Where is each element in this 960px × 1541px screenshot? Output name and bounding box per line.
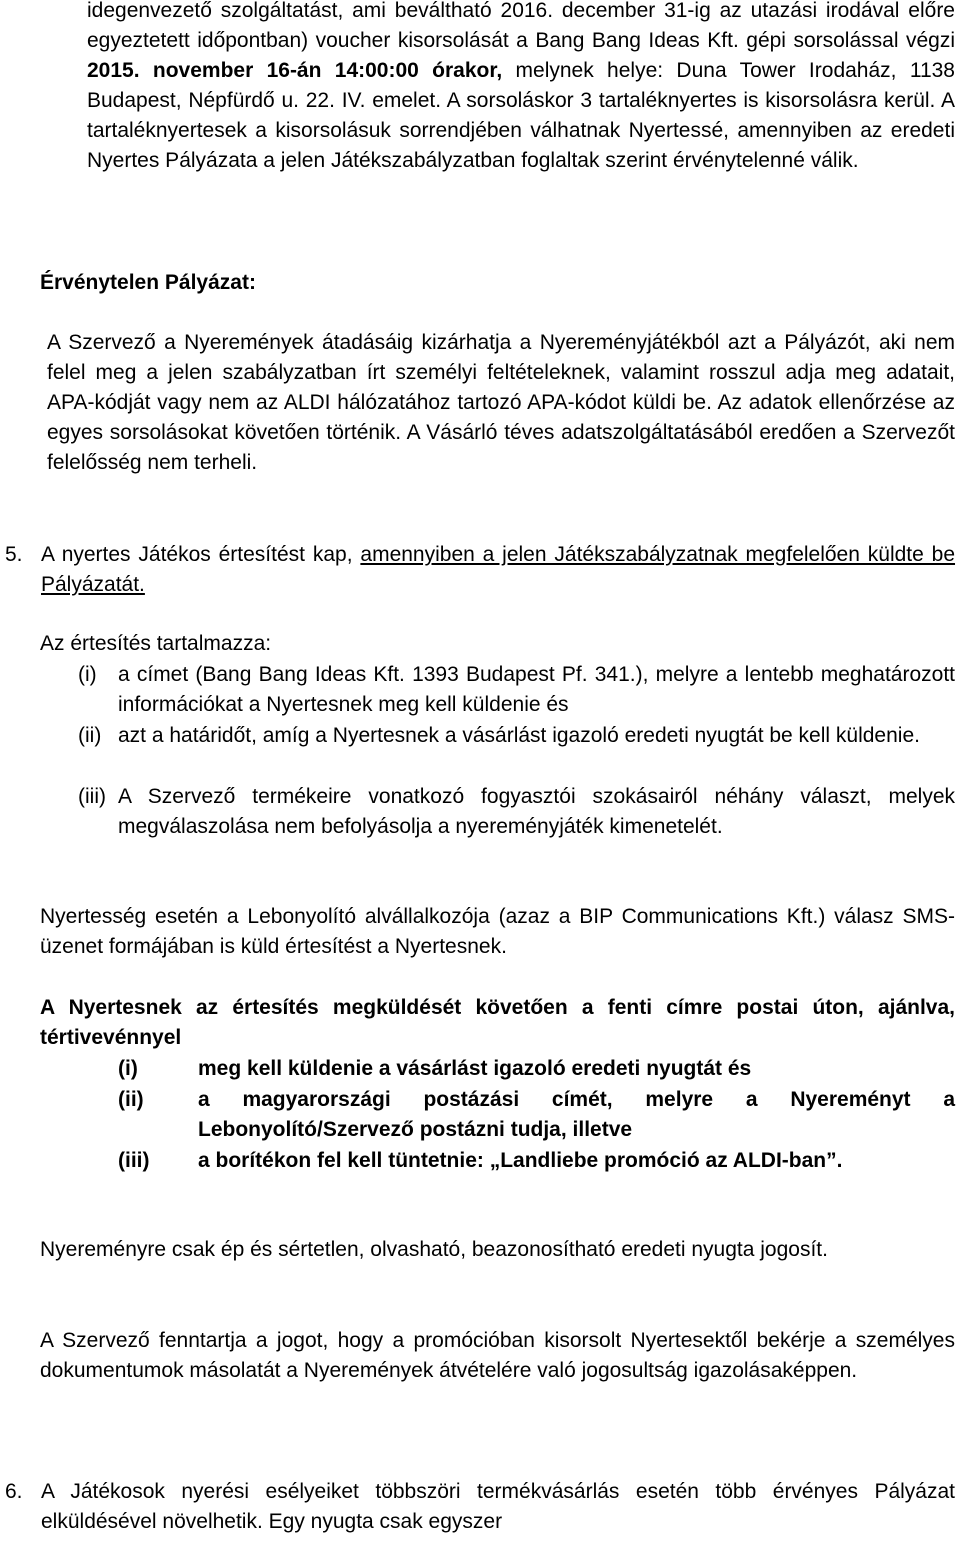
notice-item-label: (i) [78, 663, 97, 686]
intro-text-2: melynek helye: Duna Tower Irodaház, 1138 Budapest, Népfürdő u. 22. IV. emelet. A sorsoláskor 3 tartaléknyertes is kisorsolásra kerül. A tartaléknyertesek a kisorsolásuk sorrendjében válhatnak Nyertessé, amennyiben az eredeti Nyertes Pályázata a jelen Játékszabályzatban foglaltak szerint érvénytelenné válik. [87, 59, 955, 172]
notice-contents-intro: Az értesítés tartalmazza: [40, 632, 272, 655]
notice-item-text: azt a határidőt, amíg a Nyertesnek a vásárlást igazoló eredeti nyugtát be kell küldenie. [118, 724, 920, 747]
intro-paragraph [87, 0, 955, 176]
postal-item-text: meg kell küldenie a vásárlást igazoló eredeti nyugtát és [198, 1057, 752, 1080]
postal-instructions-intro: A Nyertesnek az értesítés megküldését követően a fenti címre postai úton, ajánlva, tértivevénnyel [40, 996, 955, 1049]
notice-item-text: A Szervező termékeire vonatkozó fogyasztói szokásairól néhány választ, melyek megválaszolása nem befolyásolja a nyereményjáték kimenetelét. [118, 785, 955, 838]
receipt-validity-paragraph: Nyereményre csak ép és sértetlen, olvasható, beazonosítható eredeti nyugta jogosít. [40, 1238, 828, 1261]
notice-item-text: a címet (Bang Bang Ideas Kft. 1393 Budapest Pf. 341.), melyre a lentebb meghatározott információkat a Nyertesnek meg kell küldenie és [118, 663, 955, 716]
postal-item-text: a magyarországi postázási címét, melyre a Nyereményt a Lebonyolító/Szervező postázni tudja, illetve [198, 1088, 955, 1141]
section-5-text [41, 540, 955, 600]
notice-item-label: (iii) [78, 785, 106, 808]
draw-datetime: 2015. november 16-án 14:00:00 órakor, [87, 59, 503, 82]
sms-notice-paragraph: Nyertesség esetén a Lebonyolító alvállalkozója (azaz a BIP Communications Kft.) válasz SMS-üzenet formájában is küld értesítést a Nyertesnek. [40, 905, 955, 958]
section-5-number: 5. [5, 543, 23, 566]
notice-item-label: (ii) [78, 724, 102, 747]
invalid-entry-paragraph: A Szervező a Nyeremények átadásáig kizárhatja a Nyereményjátékból azt a Pályázót, aki nem felel meg a jelen szabályzatban írt személyi feltételeknek, valamint rosszul adja meg adatait, APA-kódját vagy nem az ALDI hálózatához tartozó APA-kódot küldi be. Az adatok ellenőrzése az egyes sorsolásokat követően történik. A Vásárló téves adatszolgáltatásából eredően a Szervezőt felelősség nem terheli. [47, 331, 955, 474]
section-6-text: A Játékosok nyerési esélyeiket többszöri termékvásárlás esetén több érvényes Pályázat elküldésével növelhetik. Egy nyugta csak egyszer [41, 1480, 955, 1533]
section-5-text-plain: A nyertes Játékos értesítést kap, [41, 543, 361, 566]
invalid-entry-heading: Érvénytelen Pályázat: [40, 271, 256, 294]
organizer-rights-paragraph: A Szervező fenntartja a jogot, hogy a promócióban kisorsolt Nyertesektől bekérje a személyes dokumentumok másolatát a Nyeremények átvételére való jogosultság igazolásaképpen. [40, 1329, 955, 1382]
section-5-text-underlined: amennyiben a jelen Játékszabályzatnak megfelelően küldte be Pályázatát. [41, 543, 956, 596]
postal-item-text: a borítékon fel kell tüntetnie: „Landliebe promóció az ALDI-ban”. [198, 1149, 843, 1172]
section-6-number: 6. [5, 1480, 23, 1503]
postal-item-label: (ii) [118, 1088, 144, 1111]
postal-item-label: (iii) [118, 1149, 150, 1172]
postal-item-label: (i) [118, 1057, 138, 1080]
intro-text-1: idegenvezető szolgáltatást, ami beváltható 2016. december 31-ig az utazási irodával előre egyeztetett időpontban) voucher kisorsolását a Bang Bang Ideas Kft. gépi sorsolással végzi [87, 0, 955, 52]
